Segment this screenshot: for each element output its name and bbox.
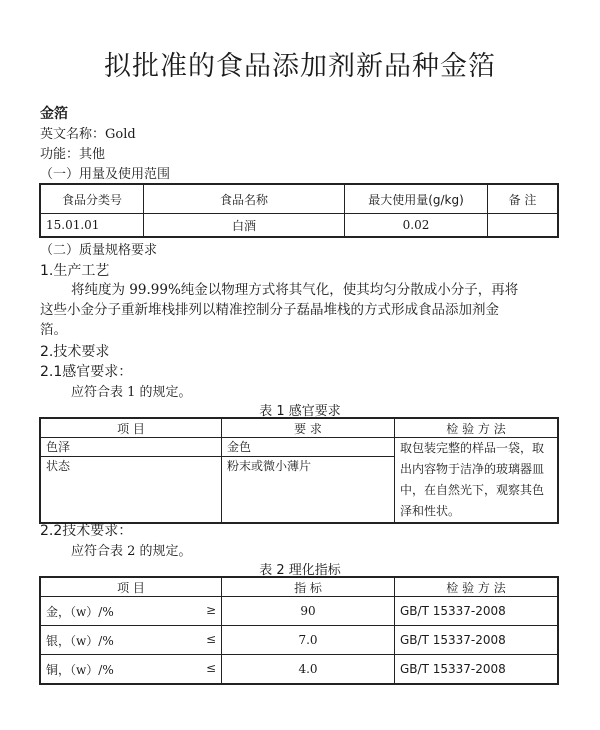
table1-caption: 表 1 感官要求	[259, 404, 341, 419]
item-label: 金，（w）/%	[46, 604, 114, 619]
product-name: 金箔	[40, 106, 68, 122]
table-header-row	[40, 577, 558, 597]
table2-caption: 表 2 理化指标	[259, 563, 341, 578]
heading-tech2: 2.2技术要求：	[40, 523, 133, 539]
method-line: 泽和性状。	[400, 504, 461, 518]
table-row	[40, 214, 558, 238]
table-cell: 粉末或微小薄片	[222, 456, 395, 523]
page-title: 拟批准的食品添加剂新品种金箔	[104, 51, 496, 82]
table-header-cell: 食品分类号	[40, 184, 144, 214]
table-cell: 15.01.01	[40, 214, 144, 238]
heading-tech: 2.技术要求	[40, 344, 110, 360]
table-row	[40, 438, 558, 457]
table-cell: 4.0	[222, 655, 395, 685]
english-name: 英文名称：Gold	[40, 127, 136, 142]
table-header-cell: 要 求	[222, 418, 395, 438]
table-cell: GB/T 15337-2008	[395, 655, 559, 685]
sensory-note: 应符合表 1 的规定。	[71, 385, 192, 400]
item-label: 银，（w）/%	[46, 633, 114, 648]
inspection-method-cell	[395, 438, 559, 524]
physicochemical-table	[39, 576, 559, 685]
table-header-cell: 检 验 方 法	[395, 418, 559, 438]
method-line: 出内容物于洁净的玻璃器皿	[400, 462, 545, 476]
process-line: 将纯度为 99.99%纯金以物理方式将其气化，使其均匀分散成小分子，再将	[71, 282, 519, 298]
table-header-cell: 最大使用量(g/kg)	[345, 184, 488, 214]
method-line: 中，在自然光下，观察其色	[400, 483, 545, 497]
section-usage-heading: （一）用量及使用范围	[40, 167, 171, 182]
table-cell: 色泽	[40, 438, 222, 457]
table-header-cell: 指 标	[222, 577, 395, 597]
table-cell: GB/T 15337-2008	[395, 626, 559, 655]
sensory-table	[39, 417, 559, 524]
section-quality-heading: （二）质量规格要求	[40, 243, 158, 258]
table-row	[40, 655, 558, 685]
table-row	[40, 597, 558, 626]
table-header-cell: 项 目	[40, 577, 222, 597]
table-header-row	[40, 418, 558, 438]
function-line: 功能：其他	[40, 147, 106, 162]
tech-note: 应符合表 2 的规定。	[71, 544, 192, 559]
operator-symbol: ≥	[205, 602, 216, 617]
heading-sensory: 2.1感官要求：	[40, 364, 133, 380]
table-cell	[40, 626, 222, 655]
process-line: 箔。	[40, 322, 67, 338]
usage-table	[39, 183, 559, 238]
operator-symbol: ≤	[205, 660, 216, 675]
table-header-cell: 备 注	[488, 184, 559, 214]
table-header-cell: 项 目	[40, 418, 222, 438]
table-row	[40, 626, 558, 655]
table-cell: 7.0	[222, 626, 395, 655]
table-cell	[40, 597, 222, 626]
method-line: 取包装完整的样品一袋，取	[400, 441, 545, 455]
table-cell: 90	[222, 597, 395, 626]
table-header-cell: 检 验 方 法	[395, 577, 559, 597]
item-label: 铜，（w）/%	[46, 662, 114, 677]
process-line: 这些小金分子重新堆栈排列以精准控制分子磊晶堆栈的方式形成食品添加剂金	[40, 302, 499, 318]
table-header-cell: 食品名称	[144, 184, 345, 214]
table-cell: GB/T 15337-2008	[395, 597, 559, 626]
table-header-row	[40, 184, 558, 214]
table-cell	[488, 214, 559, 238]
table-cell	[40, 655, 222, 685]
table-cell: 白酒	[144, 214, 345, 238]
operator-symbol: ≤	[205, 631, 216, 646]
heading-process: 1.生产工艺	[40, 263, 110, 279]
table-cell: 金色	[222, 438, 395, 457]
table-cell: 状态	[40, 456, 222, 523]
table-cell: 0.02	[345, 214, 488, 238]
